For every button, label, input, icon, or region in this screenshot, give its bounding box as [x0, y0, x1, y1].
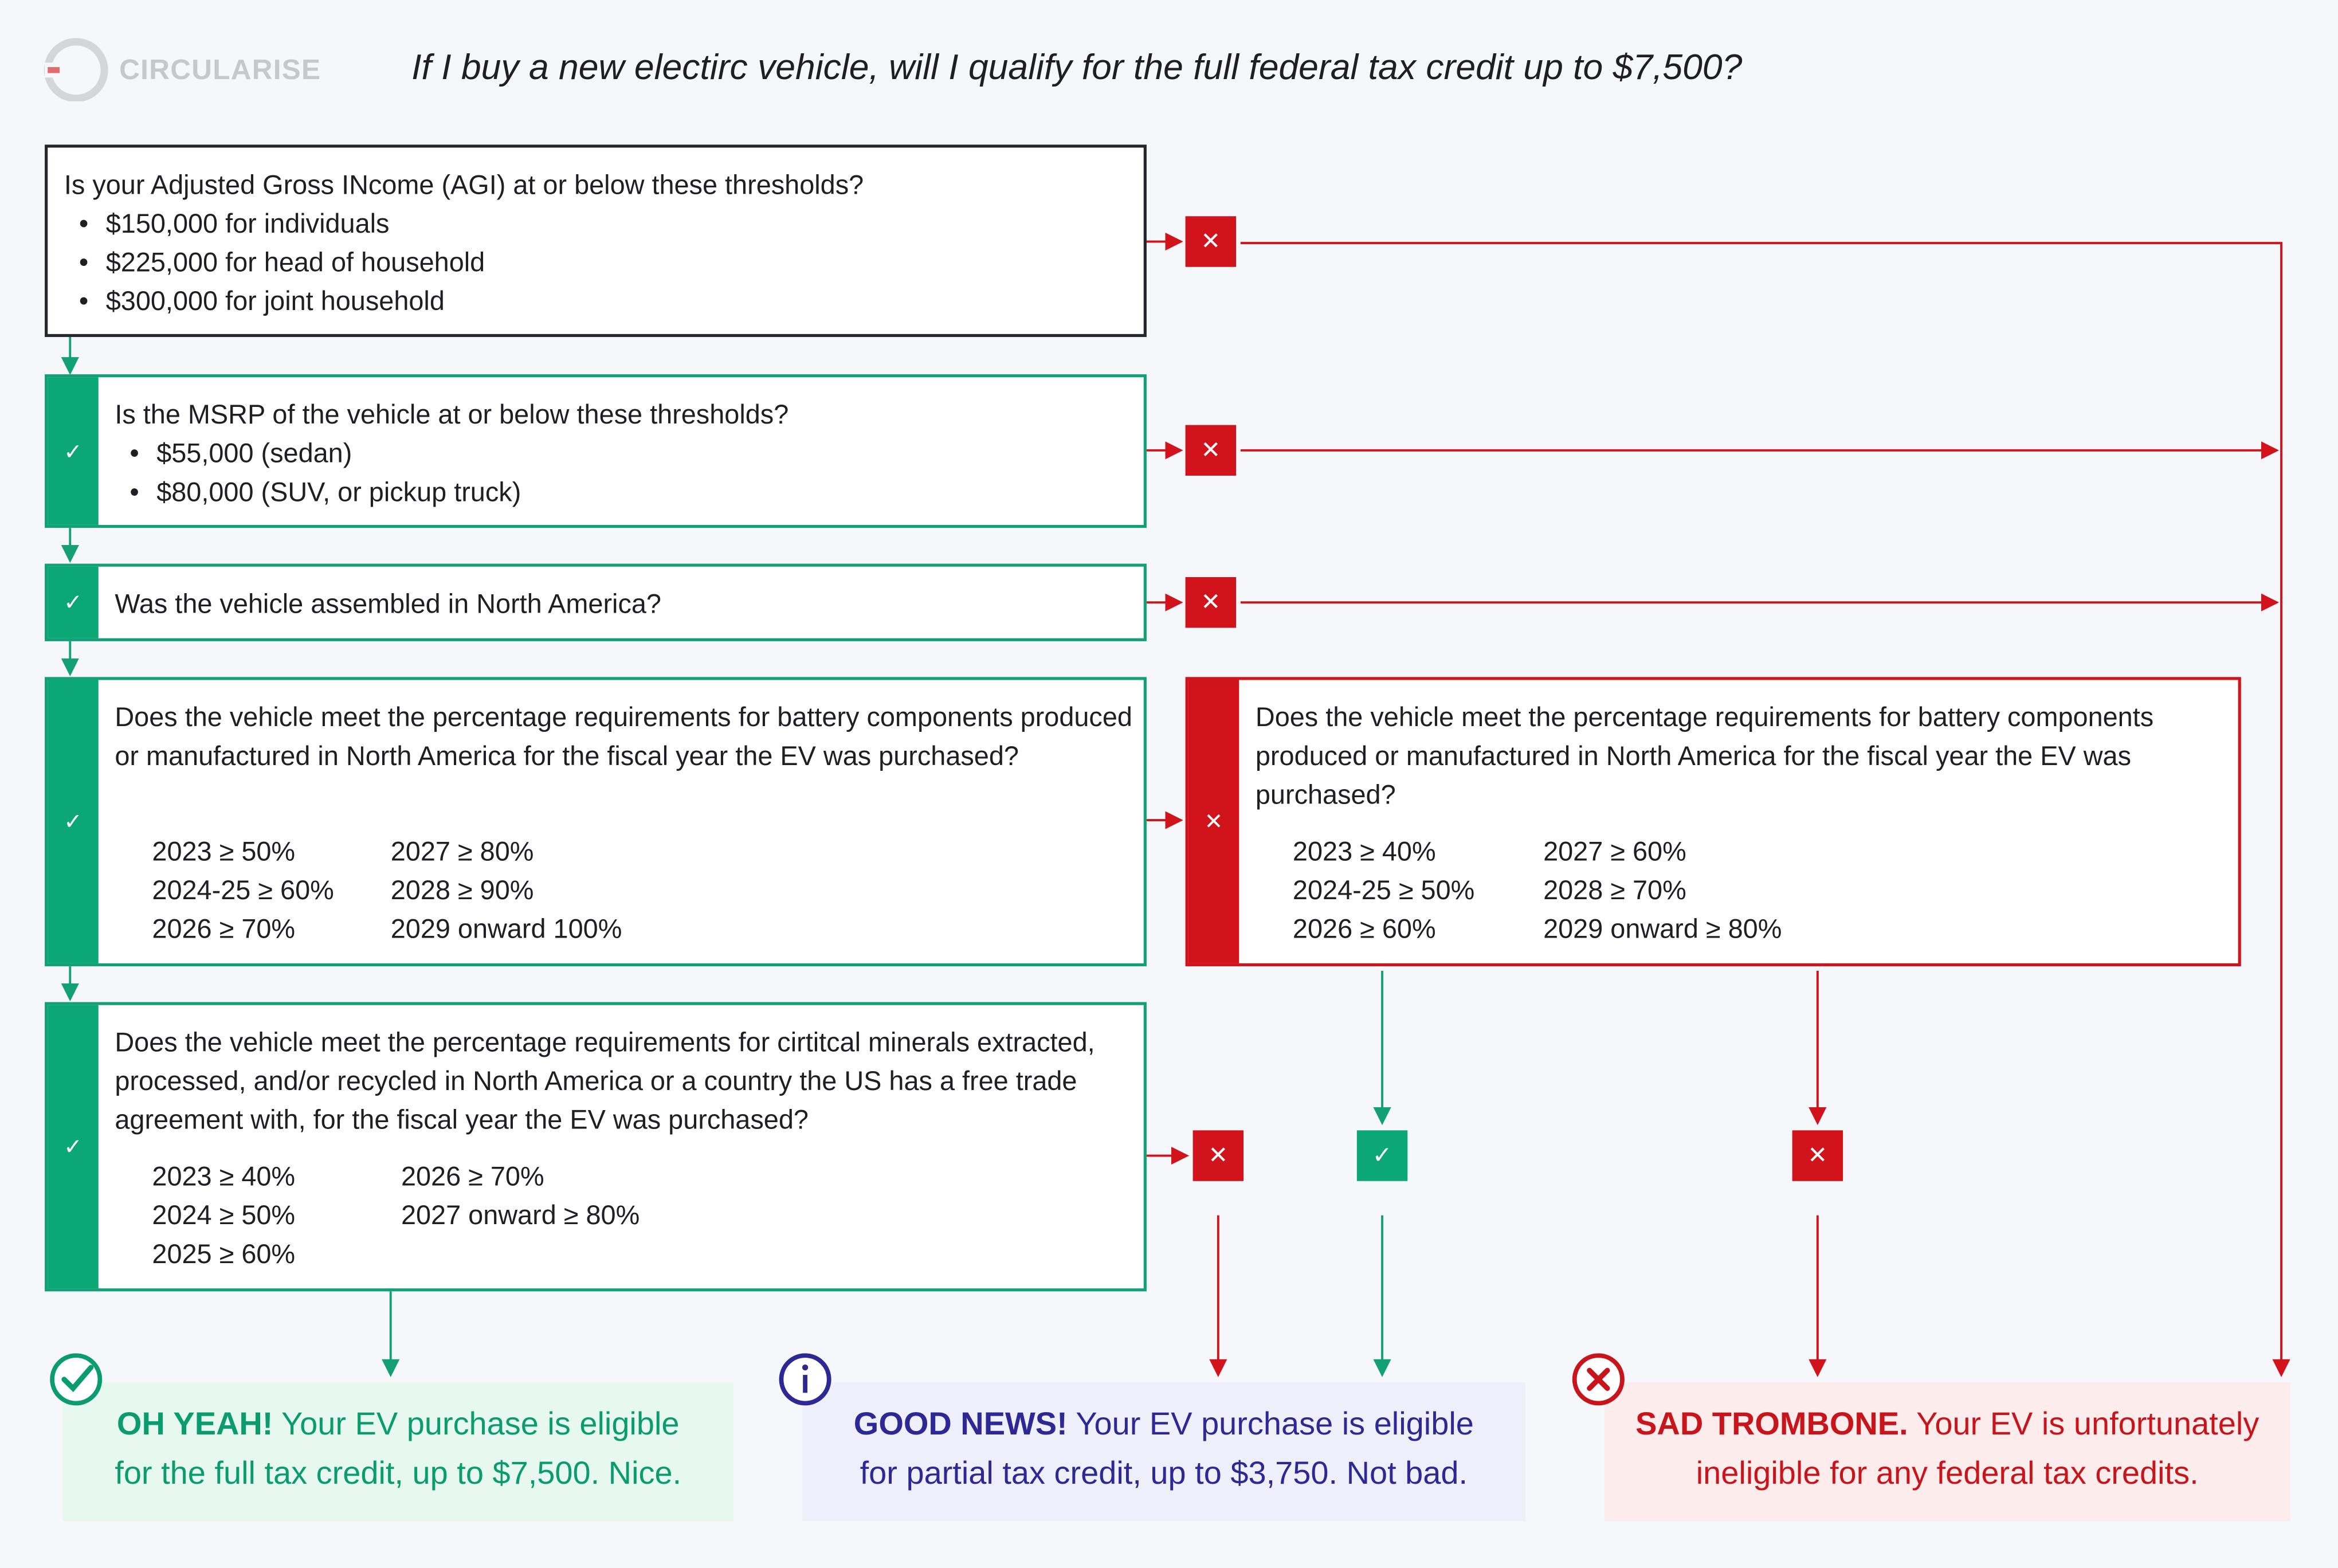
question-agi-text: Is your Adjusted Gross INcome (AGI) at or below these thresholds?: [64, 170, 864, 200]
result-none-line1: Your EV is unfortunately: [1908, 1406, 2259, 1442]
requirement-value: 2026 ≥ 70%: [152, 914, 296, 944]
list-item: • $150,000 for individuals: [64, 204, 485, 243]
x-circle-icon: [1570, 1351, 1627, 1408]
check-icon: ✓: [1357, 1130, 1407, 1181]
cross-icon: ✕: [1186, 577, 1236, 628]
cross-icon: ✕: [1186, 425, 1236, 476]
cross-icon: ✕: [1186, 216, 1236, 266]
requirement-value: 2028 ≥ 90%: [390, 875, 534, 905]
result-partial-credit: [802, 1382, 1525, 1521]
question-assembly-text: Was the vehicle assembled in North America?: [115, 589, 661, 619]
requirement-value: 2029 onward 100%: [390, 914, 622, 944]
result-no-credit: [1605, 1382, 2290, 1521]
requirement-value: 2024 ≥ 50%: [152, 1200, 296, 1230]
result-partial-line1: Your EV purchase is eligible: [1067, 1406, 1474, 1442]
cross-icon: ✕: [1792, 1130, 1843, 1181]
list-item: • $80,000 (SUV, or pickup truck): [115, 473, 521, 512]
result-full-line1: Your EV purchase is eligible: [273, 1406, 680, 1442]
cross-icon: ✕: [1193, 1130, 1243, 1181]
battery-alt-requirements-table: [1293, 832, 1842, 948]
question-minerals: [45, 1002, 1147, 1292]
requirement-value: 2023 ≥ 40%: [152, 1161, 296, 1191]
result-full-lead: OH YEAH!: [116, 1406, 273, 1442]
agi-threshold-list: [64, 204, 485, 320]
check-icon: ✓: [48, 1005, 98, 1288]
result-none-line2: ineligible for any federal tax credits.: [1696, 1455, 2199, 1491]
result-none-lead: SAD TROMBONE.: [1635, 1406, 1908, 1442]
requirement-value: 2027 ≥ 60%: [1543, 836, 1686, 867]
requirement-value: 2029 onward ≥ 80%: [1543, 914, 1782, 944]
question-agi: [45, 144, 1147, 337]
question-battery-alt: [1186, 677, 2241, 966]
list-item: • $55,000 (sedan): [115, 434, 521, 473]
question-battery-alt-text: Does the vehicle meet the percentage requirements for battery components produced or manufactured in North America for the fiscal year the EV was purchased?: [1255, 702, 2154, 810]
requirement-value: 2023 ≥ 50%: [152, 836, 296, 867]
result-full-credit: [62, 1382, 733, 1521]
question-minerals-text: Does the vehicle meet the percentage requirements for cirtitcal minerals extracted, processed, and/or recycled in North America or a country the US has a free trade agreement with, for the fiscal year the EV was purchased?: [115, 1027, 1095, 1135]
result-partial-lead: GOOD NEWS!: [853, 1406, 1068, 1442]
requirement-value: 2027 ≥ 80%: [390, 836, 534, 867]
requirement-value: 2024-25 ≥ 50%: [1292, 875, 1475, 905]
question-assembly: [45, 564, 1147, 641]
page-title: If I buy a new electirc vehicle, will I qualify for the full federal tax credit up to $7,500?: [411, 48, 1743, 88]
msrp-threshold-list: [115, 434, 521, 511]
requirement-value: 2028 ≥ 70%: [1543, 875, 1686, 905]
info-circle-icon: [777, 1351, 834, 1408]
question-battery: [45, 677, 1147, 966]
battery-requirements-table: [152, 832, 689, 948]
check-circle-icon: [48, 1351, 104, 1408]
requirement-value: 2026 ≥ 70%: [401, 1161, 544, 1191]
result-full-line2: for the full tax credit, up to $7,500. Nice.: [115, 1455, 682, 1491]
requirement-value: 2027 onward ≥ 80%: [401, 1200, 640, 1230]
question-msrp: [45, 374, 1147, 528]
question-battery-text: Does the vehicle meet the percentage requirements for battery components produced or manufactured in North America for the fiscal year the EV was purchased?: [115, 702, 1132, 771]
requirement-value: 2024-25 ≥ 60%: [152, 875, 334, 905]
check-icon: ✓: [48, 377, 98, 525]
list-item: • $300,000 for joint household: [64, 282, 485, 321]
requirement-value: 2026 ≥ 60%: [1292, 914, 1436, 944]
requirement-value: 2023 ≥ 40%: [1292, 836, 1436, 867]
check-icon: ✓: [48, 680, 98, 963]
question-msrp-text: Is the MSRP of the vehicle at or below these thresholds?: [115, 399, 789, 430]
brand-name: CIRCULARISE: [119, 55, 321, 87]
requirement-value: 2025 ≥ 60%: [152, 1239, 296, 1269]
minerals-requirements-table: [152, 1157, 699, 1273]
list-item: • $225,000 for head of household: [64, 243, 485, 282]
check-icon: ✓: [48, 567, 98, 638]
cross-icon: ✕: [1188, 680, 1239, 963]
result-partial-line2: for partial tax credit, up to $3,750. Not bad.: [860, 1455, 1468, 1491]
